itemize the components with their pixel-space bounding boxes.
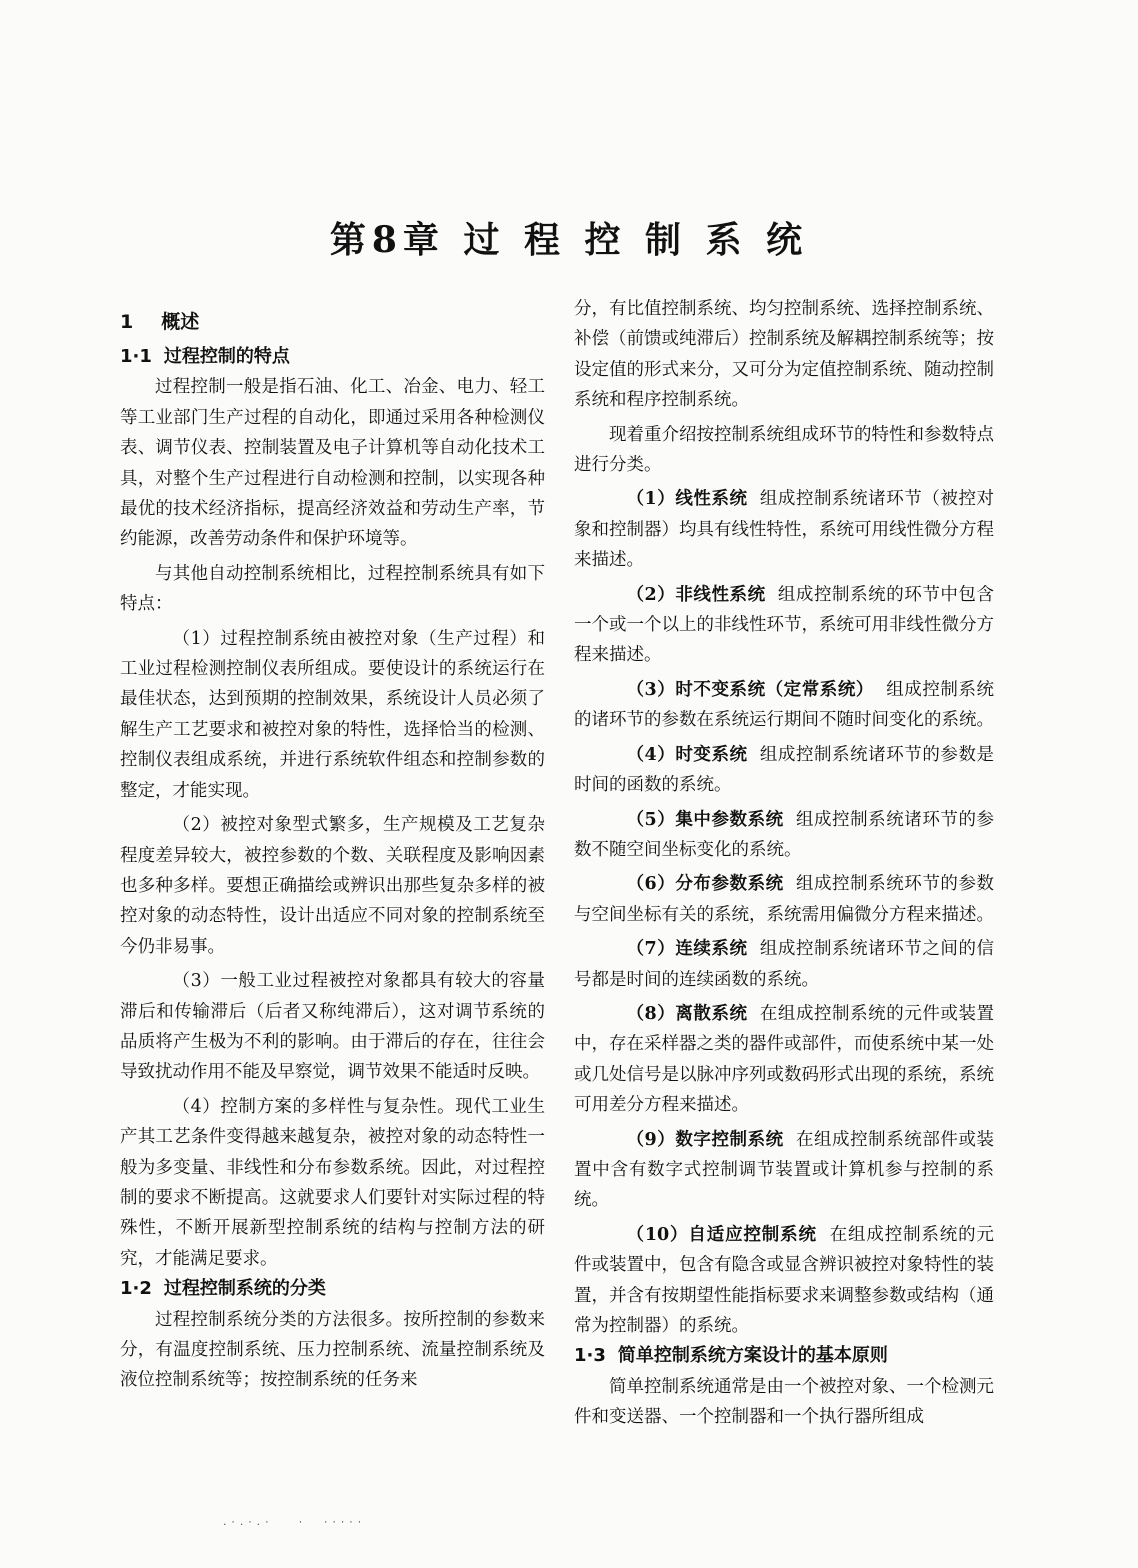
left-column (120, 294, 545, 1396)
scan-artifact: .·.·.· · ····· (222, 1518, 366, 1528)
paragraph: 过程控制系统分类的方法很多。按所控制的参数来分，有温度控制系统、压力控制系统、流量控制系统及液位控制系统等；按控制系统的任务来 (120, 1309, 545, 1391)
item-text: 在组成控制系统的元件或装置中，存在采样器之类的器件或部件，而使系统中某一处或几处信号是以脉冲序列或数码形式出现的系统，系统可用差分方程来描述。 (574, 1003, 994, 1116)
paragraph: 过程控制一般是指石油、化工、冶金、电力、轻工等工业部门生产过程的自动化，即通过采用各种检测仪表、调节仪表、控制装置及电子计算机等自动化技术工具，对整个生产过程进行自动检测和控制，以实现各种最优的技术经济指标，提高经济效益和劳动生产率，节约能源，改善劳动条件和保护环境等。 (120, 377, 545, 550)
item-term: （8）离散系统 (626, 1003, 748, 1024)
section-title: 过程控制的特点 (163, 346, 290, 367)
item-text: 组成控制系统诸环节的参数不随空间坐标变化的系统。 (574, 809, 994, 860)
section-heading-1-1 (120, 342, 545, 372)
list-item: （4）控制方案的多样性与复杂性。现代工业生产其工艺条件变得越来越复杂，被控对象的动态特性一般为多变量、非线性和分布参数系统。因此，对过程控制的要求不断提高。这就要求人们要针对实际过程的特殊性，不断开展新型控制系统的结构与控制方法的研究，才能满足要求。 (120, 1096, 545, 1269)
right-column (574, 294, 994, 1433)
list-item (574, 1220, 994, 1342)
list-item (574, 740, 994, 801)
paragraph: 与其他自动控制系统相比，过程控制系统具有如下特点： (120, 563, 545, 615)
item-term: （7）连续系统 (626, 939, 748, 960)
item-text: 组成控制系统的诸环节的参数在系统运行期间不随时间变化的系统。 (574, 679, 994, 731)
item-text: 在组成控制系统部件或装置中含有数字式控制调节装置或计算机参与控制的系统。 (574, 1129, 994, 1211)
section-title: 过程控制系统的分类 (163, 1278, 326, 1300)
item-term: （4）时变系统 (626, 744, 748, 765)
list-item (574, 1125, 994, 1216)
list-item (574, 934, 994, 995)
section-title: 概述 (161, 311, 200, 333)
list-item: （1）过程控制系统由被控对象（生产过程）和工业过程检测控制仪表所组成。要使设计的系统运行在最佳状态，达到预期的控制效果，系统设计人员必须了解生产工艺要求和被控对象的特性，选择恰当的检测、控制仪表组成系统，并进行系统软件组态和控制参数的整定，才能实现。 (120, 628, 545, 801)
list-item (574, 580, 994, 671)
list-item (574, 999, 994, 1121)
section-number: 1·1 (120, 346, 152, 367)
item-term: （6）分布参数系统 (626, 874, 784, 895)
paragraph: 分，有比值控制系统、均匀控制系统、选择控制系统、补偿（前馈或纯滞后）控制系统及解耦控制系统等；按设定值的形式来分，又可分为定值控制系统、随动控制系统和程序控制系统。 (574, 299, 994, 411)
section-heading-1-2 (120, 1274, 545, 1304)
list-item (574, 869, 994, 930)
section-heading-1-3 (574, 1341, 994, 1371)
list-item: （3）一般工业过程被控对象都具有较大的容量滞后和传输滞后（后者又称纯滞后），这对调节系统的品质将产生极为不利的影响。由于滞后的存在，往往会导致扰动作用不能及早察觉，调节效果不能适时反映。 (120, 971, 545, 1083)
item-text: 组成控制系统环节的参数与空间坐标有关的系统，系统需用偏微分方程来描述。 (574, 874, 994, 925)
item-text: 组成控制系统诸环节（被控对象和控制器）均具有线性特性，系统可用线性微分方程来描述。 (574, 489, 994, 571)
item-term: （10）自适应控制系统 (626, 1224, 817, 1245)
paragraph: 简单控制系统通常是由一个被控对象、一个检测元件和变送器、一个控制器和一个执行器所组成 (574, 1376, 994, 1428)
list-item: （2）被控对象型式繁多，生产规模及工艺复杂程度差异较大，被控参数的个数、关联程度及影响因素也多种多样。要想正确描绘或辨识出那些复杂多样的被控对象的动态特性，设计出适应不同对象的控制系统至今仍非易事。 (120, 815, 545, 957)
item-term: （2）非线性系统 (626, 584, 766, 605)
section-heading-1 (120, 302, 545, 342)
section-number: 1·2 (120, 1278, 152, 1300)
item-term: （3）时不变系统（定常系统） (626, 679, 874, 700)
section-number: 1 (120, 311, 134, 333)
item-term: （5）集中参数系统 (626, 809, 784, 830)
item-text: 在组成控制系统的元件或装置中，包含有隐含或显含辨识被控对象特性的装置，并含有按期望性能指标要求来调整参数或结构（通常为控制器）的系统。 (574, 1224, 994, 1336)
classification-list (574, 484, 994, 1341)
list-item (574, 805, 994, 866)
chapter-title: 第8章 过 程 控 制 系 统 (329, 219, 809, 261)
item-text: 组成控制系统诸环节之间的信号都是时间的连续函数的系统。 (574, 939, 994, 990)
item-text: 组成控制系统诸环节的参数是时间的函数的系统。 (574, 744, 994, 796)
list-item (574, 484, 994, 575)
item-term: （1）线性系统 (626, 489, 748, 510)
list-item (574, 675, 994, 736)
section-number: 1·3 (574, 1345, 606, 1367)
section-title: 简单控制系统方案设计的基本原则 (617, 1345, 888, 1367)
paragraph: 现着重介绍按控制系统组成环节的特性和参数特点进行分类。 (574, 424, 994, 476)
item-text: 组成控制系统的环节中包含一个或一个以上的非线性环节，系统可用非线性微分方程来描述。 (574, 584, 994, 666)
item-term: （9）数字控制系统 (626, 1129, 784, 1150)
